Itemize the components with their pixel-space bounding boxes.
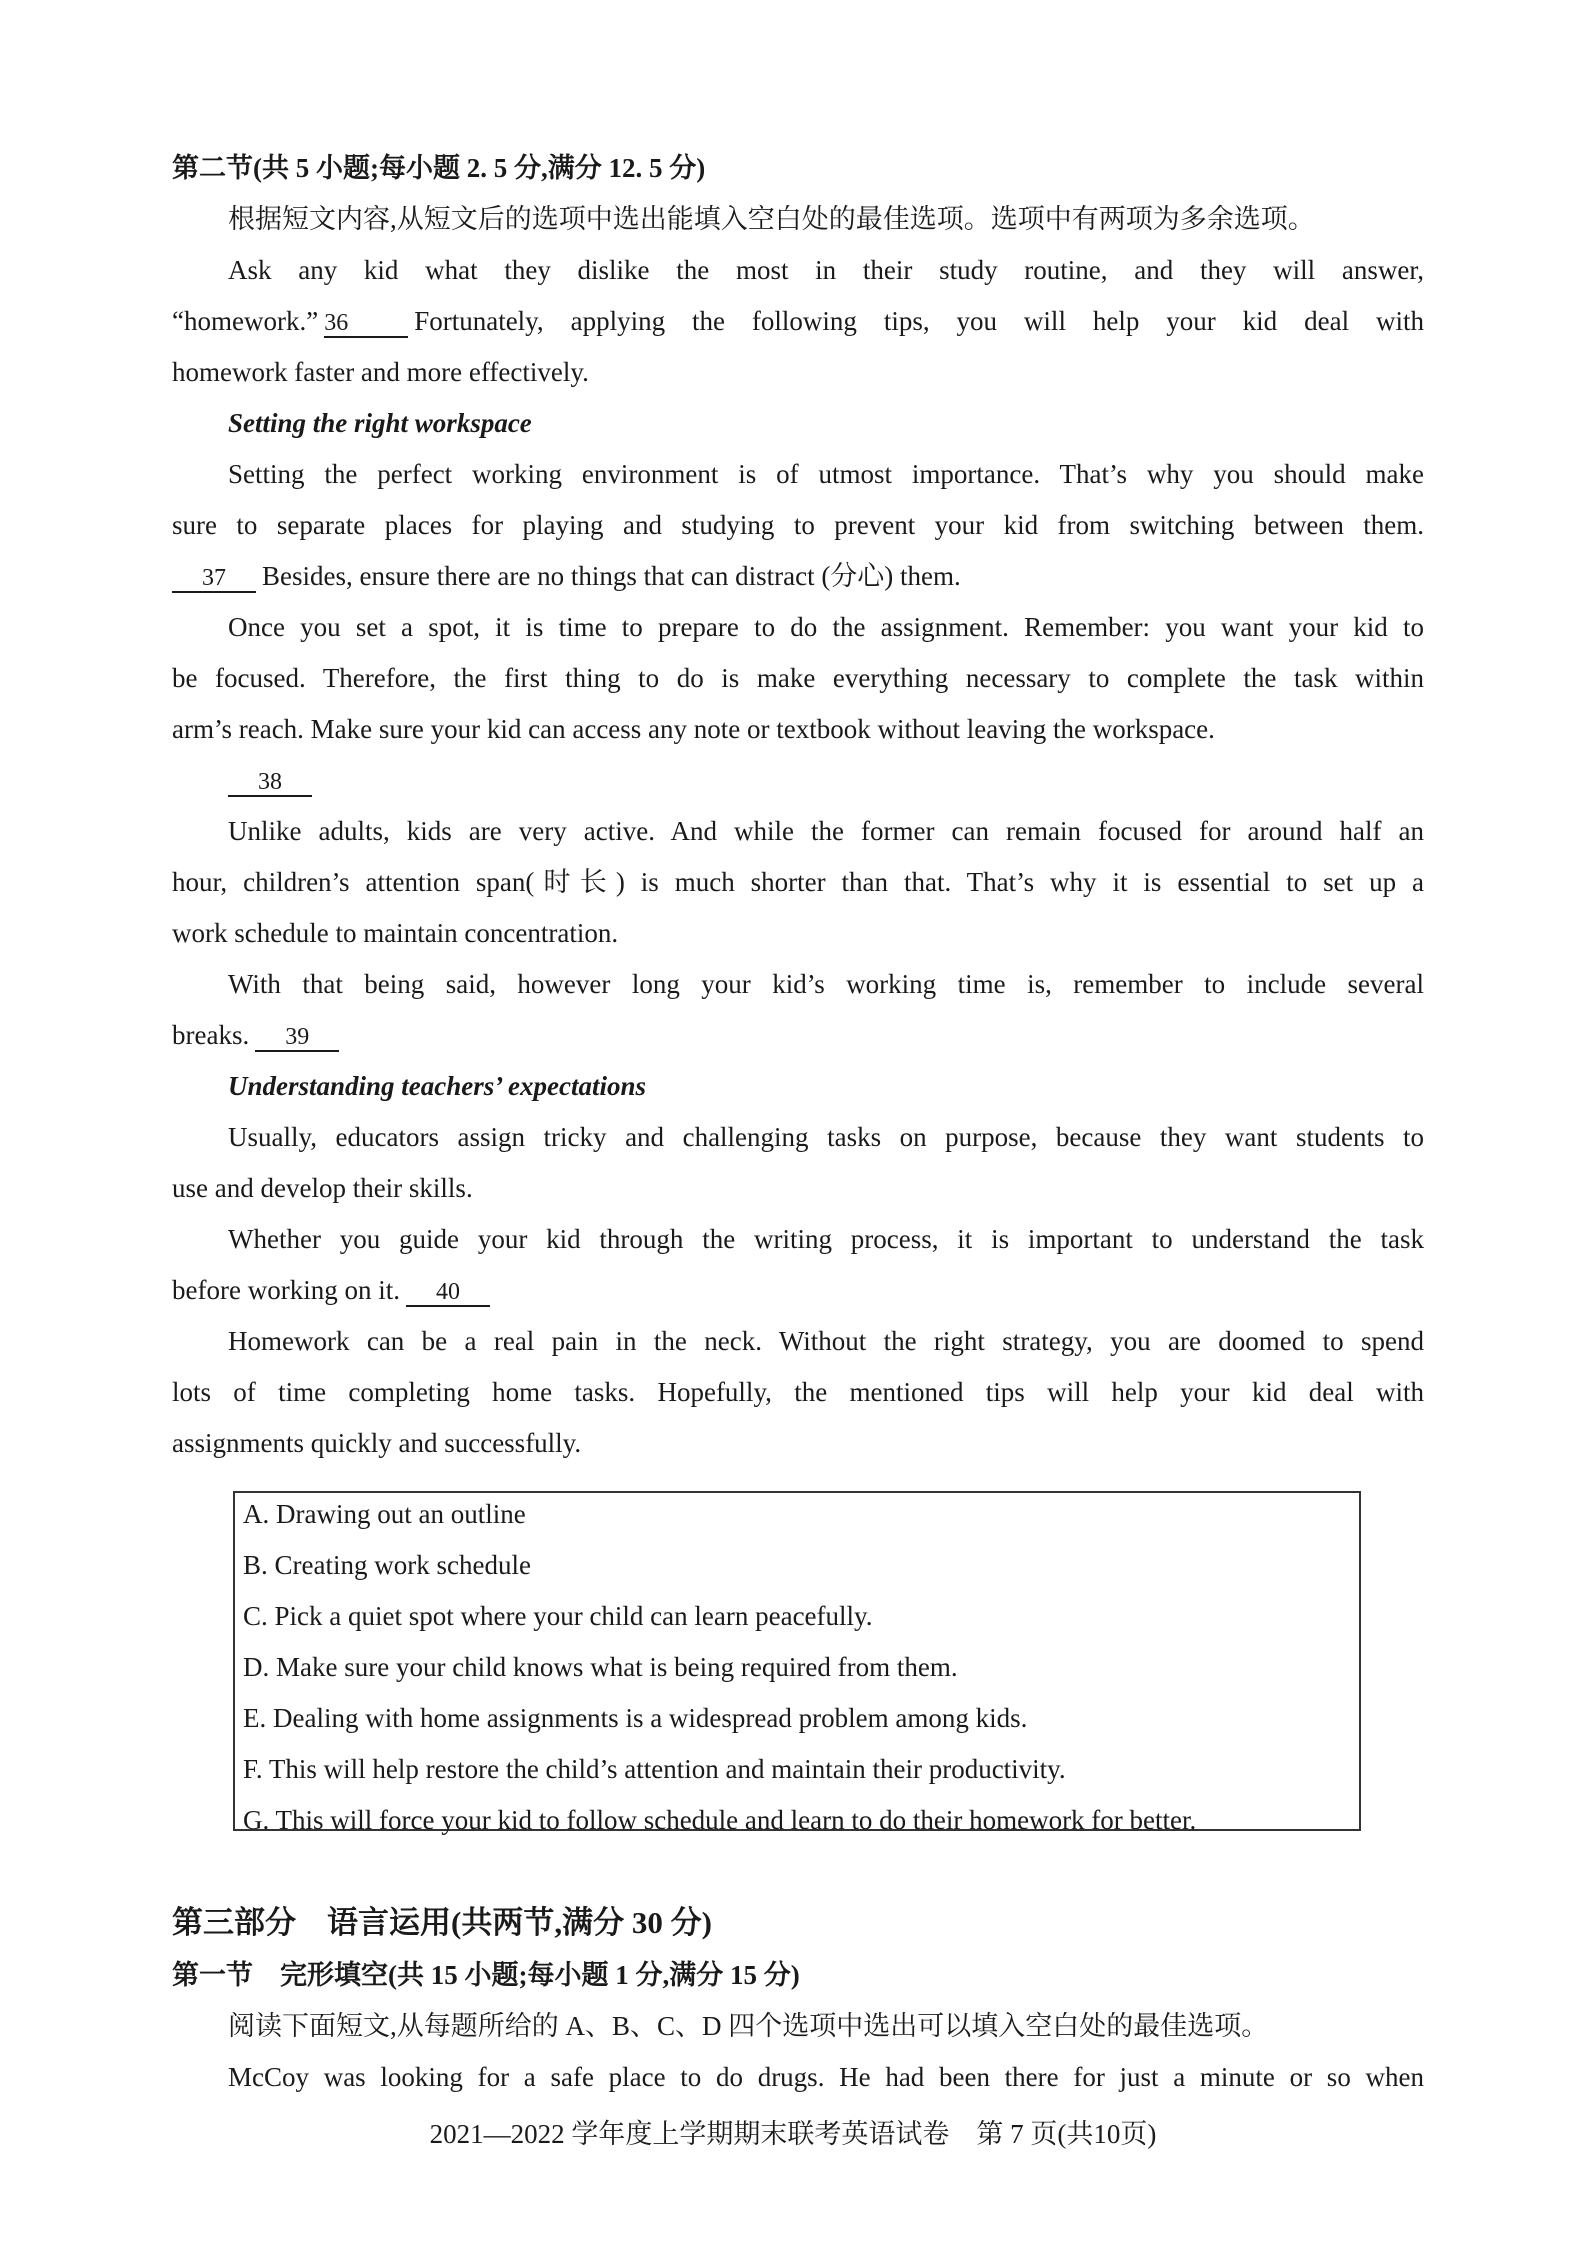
passage-line: use and develop their skills. [172, 1173, 473, 1203]
passage-line: homework faster and more effectively. [172, 357, 589, 387]
blank-38: 38 [228, 769, 312, 797]
option-d: D. Make sure your child knows what is being required from them. [243, 1652, 958, 1682]
passage-line: Once you set a spot, it is time to prepare to do the assignment. Remember: you want your kid to [228, 612, 1424, 642]
subheading-workspace: Setting the right workspace [228, 408, 532, 438]
option-a: A. Drawing out an outline [243, 1499, 526, 1529]
subheading-expectations: Understanding teachers’ expectations [228, 1071, 646, 1101]
option-b: B. Creating work schedule [243, 1550, 531, 1580]
blank-39: 39 [255, 1024, 339, 1052]
blank-37: 37 [172, 565, 256, 593]
passage-line [172, 551, 1424, 602]
passage-line: With that being said, however long your kid’s working time is, remember to include several [228, 969, 1424, 999]
text-fragment: “homework.” [172, 306, 319, 336]
passage-line: assignments quickly and successfully. [172, 1428, 582, 1458]
section2-heading: 第二节(共 5 小题;每小题 2. 5 分,满分 12. 5 分) [172, 153, 706, 183]
option-c: C. Pick a quiet spot where your child can learn peacefully. [243, 1601, 873, 1631]
blank-40: 40 [406, 1279, 490, 1307]
section2-instruction: 根据短文内容,从短文后的选项中选出能填入空白处的最佳选项。选项中有两项为多余选项。 [228, 204, 1315, 234]
blank-36: 36 [324, 310, 408, 338]
passage-line: lots of time completing home tasks. Hopefully, the mentioned tips will help your kid deal with [172, 1377, 1424, 1407]
part3-heading: 第三部分 语言运用(共两节,满分 30 分) [172, 1905, 712, 1940]
page-footer: 2021—2022 学年度上学期期末联考英语试卷 第 7 页(共10页) [429, 2119, 1157, 2149]
option-e: E. Dealing with home assignments is a widespread problem among kids. [243, 1703, 1028, 1733]
text-fragment: Besides, ensure there are no things that can distract (分心) them. [262, 561, 961, 591]
options-box [233, 1491, 1361, 1835]
passage-line: Whether you guide your kid through the writing process, it is important to understand the task [228, 1224, 1424, 1254]
passage-line: be focused. Therefore, the first thing to do is make everything necessary to complete the task within [172, 663, 1424, 693]
passage-line: Setting the perfect working environment is of utmost importance. That’s why you should make [228, 459, 1424, 489]
text-fragment: Fortunately, applying the following tips, you will help your kid deal with [414, 306, 1424, 336]
option-g: G. This will force your kid to follow schedule and learn to do their homework for better. [243, 1805, 1197, 1835]
passage-line: Unlike adults, kids are very active. And while the former can remain focused for around half an [228, 816, 1424, 846]
option-f: F. This will help restore the child’s attention and maintain their productivity. [243, 1754, 1066, 1784]
passage-line: Ask any kid what they dislike the most in their study routine, and they will answer, [228, 255, 1424, 285]
text-fragment: breaks. [172, 1020, 250, 1050]
part3-instruction: 阅读下面短文,从每题所给的 A、B、C、D 四个选项中选出可以填入空白处的最佳选项。 [228, 2011, 1269, 2041]
passage-line [172, 755, 1424, 806]
passage-line: Usually, educators assign tricky and challenging tasks on purpose, because they want students to [228, 1122, 1424, 1152]
passage-line: arm’s reach. Make sure your kid can access any note or textbook without leaving the workspace. [172, 714, 1215, 744]
part3-section1-heading: 第一节 完形填空(共 15 小题;每小题 1 分,满分 15 分) [172, 1960, 800, 1990]
passage-line [172, 1010, 1424, 1061]
passage-line: hour, children’s attention span(时长) is much shorter than that. That’s why it is essential to set up a [172, 867, 1424, 897]
passage-line: Homework can be a real pain in the neck. Without the right strategy, you are doomed to spend [228, 1326, 1424, 1356]
passage-line: sure to separate places for playing and studying to prevent your kid from switching between them. [172, 510, 1424, 540]
passage-line [172, 296, 1424, 347]
passage-line: McCoy was looking for a safe place to do drugs. He had been there for just a minute or so when [228, 2062, 1424, 2092]
passage-line: work schedule to maintain concentration. [172, 918, 619, 948]
text-fragment: before working on it. [172, 1275, 400, 1305]
passage-line [172, 1265, 1424, 1316]
